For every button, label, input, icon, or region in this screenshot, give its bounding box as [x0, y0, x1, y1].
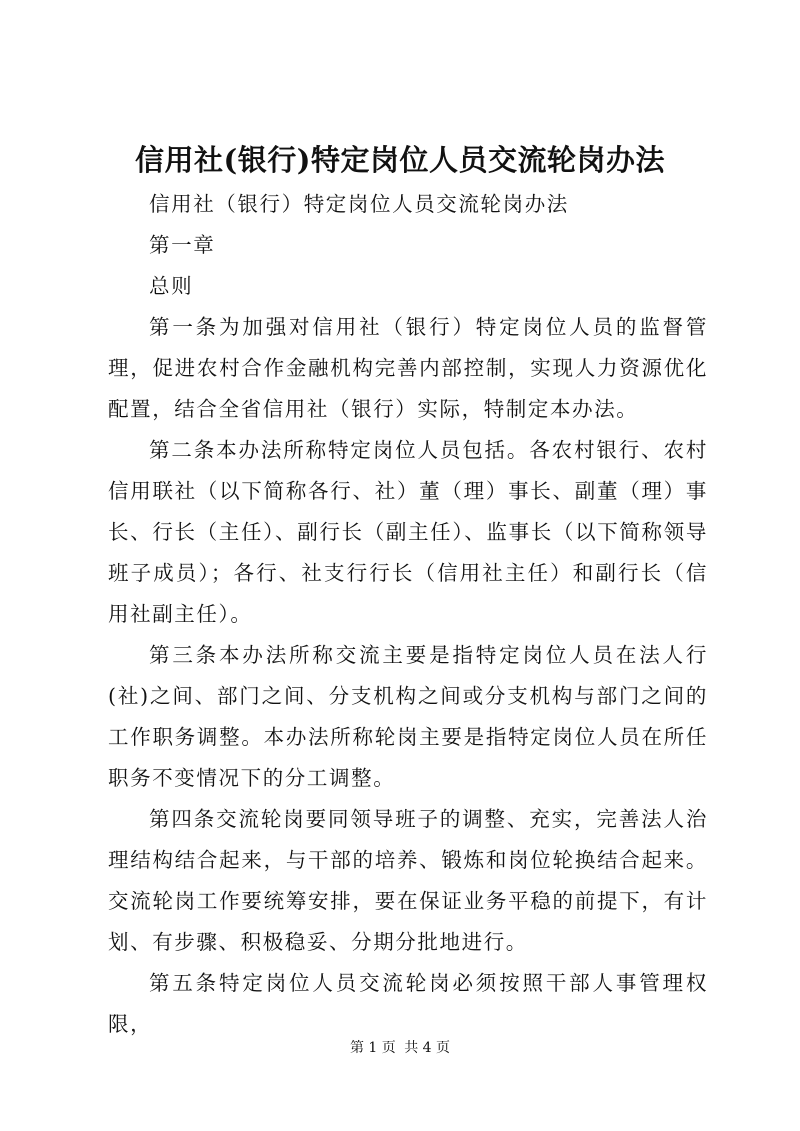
- document-body: [108, 184, 708, 1045]
- article-4-paragraph: 第四条交流轮岗要同领导班子的调整、充实，完善法人治理结构结合起来，与干部的培养、锻炼和岗位轮换结合起来。交流轮岗工作要统筹安排，要在保证业务平稳的前提下，有计划、有步骤、积极稳妥、分期分批地进行。: [108, 807, 708, 954]
- chapter-heading: 第一章: [149, 233, 216, 257]
- section-heading: 总则: [149, 274, 194, 298]
- article-3-paragraph: 第三条本办法所称交流主要是指特定岗位人员在法人行(社)之间、部门之间、分支机构之间或分支机构与部门之间的工作职务调整。本办法所称轮岗主要是指特定岗位人员在所任职务不变情况下的分工调整。: [108, 643, 708, 790]
- article-1-paragraph: 第一条为加强对信用社（银行）特定岗位人员的监督管理，促进农村合作金融机构完善内部控制，实现人力资源优化配置，结合全省信用社（银行）实际，特制定本办法。: [108, 315, 708, 421]
- subtitle-paragraph: 信用社（银行）特定岗位人员交流轮岗办法: [149, 192, 569, 216]
- page-footer: [0, 1038, 800, 1058]
- article-2-paragraph: 第二条本办法所称特定岗位人员包括。各农村银行、农村信用联社（以下简称各行、社）董（理）事长、副董（理）事长、行长（主任）、副行长（副主任）、监事长（以下简称领导班子成员）；各行、社支行行长（信用社主任）和副行长（信用社副主任）。: [108, 438, 708, 626]
- document-title: 信用社(银行)特定岗位人员交流轮岗办法: [135, 143, 665, 177]
- page-total: 共 4 页: [404, 1040, 451, 1056]
- page-number: 第 1 页: [349, 1040, 396, 1056]
- article-5-paragraph: 第五条特定岗位人员交流轮岗必须按照干部人事管理权限，: [108, 971, 708, 1036]
